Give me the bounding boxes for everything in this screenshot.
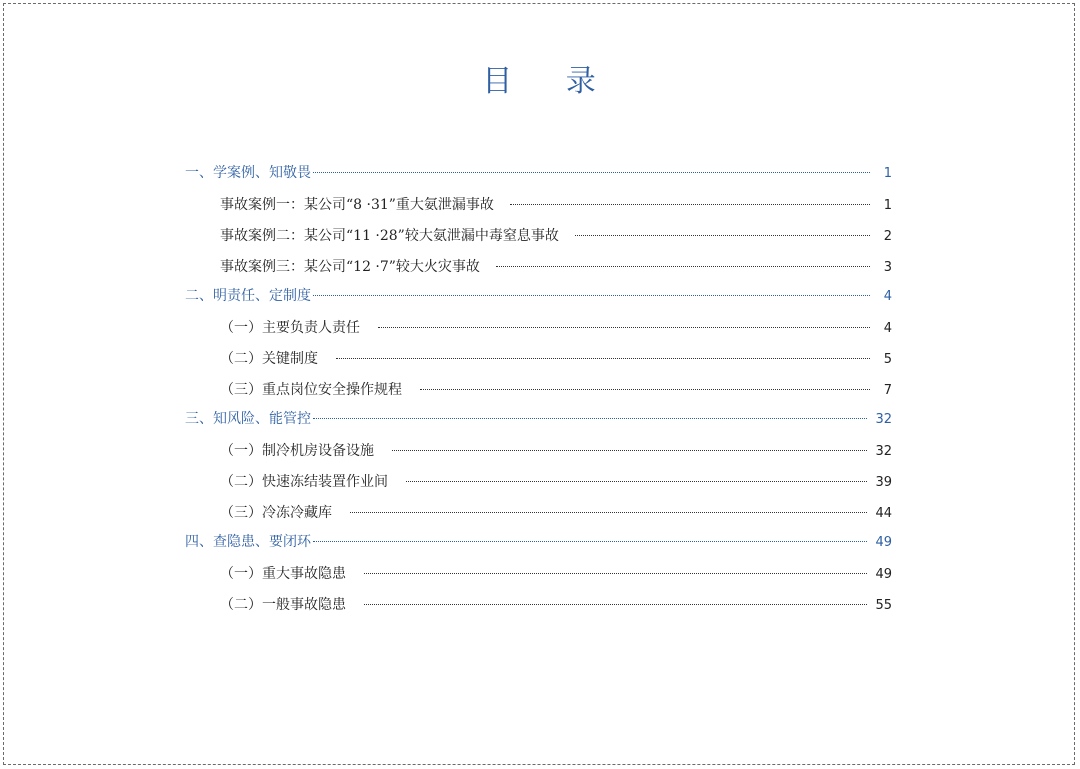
toc-entry-page: 5: [883, 352, 892, 367]
toc-entry-page: 4: [883, 289, 892, 304]
toc-entry-page: 55: [875, 598, 892, 613]
toc-entry-section-2[interactable]: [185, 285, 892, 307]
dot-leader: [496, 266, 870, 267]
toc-entry-subsection[interactable]: [220, 563, 892, 585]
toc-entry-label: 二、明责任、定制度: [185, 288, 311, 304]
toc-entry-subsection[interactable]: [220, 471, 892, 493]
toc-entry-page: 1: [883, 166, 892, 181]
toc-entry-label: （一）主要负责人责任: [220, 320, 360, 336]
dot-leader: [392, 450, 867, 451]
toc-entry-subsection[interactable]: [220, 440, 892, 462]
toc-entry-page: 44: [875, 506, 892, 521]
toc-entry-page: 49: [875, 567, 892, 582]
toc-entry-section-1[interactable]: [185, 162, 892, 184]
toc-entry-label: 四、查隐患、要闭环: [185, 534, 311, 550]
toc-entry-page: 2: [883, 229, 892, 244]
toc-entry-section-4[interactable]: [185, 531, 892, 553]
table-of-contents: [4, 4, 1074, 764]
toc-entry-page: 49: [875, 535, 892, 550]
dot-leader: [313, 418, 867, 419]
dot-leader: [313, 541, 867, 542]
dot-leader: [364, 604, 867, 605]
toc-entry-subsection[interactable]: [220, 317, 892, 339]
dot-leader: [350, 512, 867, 513]
dot-leader: [420, 389, 870, 390]
dot-leader: [378, 327, 870, 328]
toc-entry-label: 三、知风险、能管控: [185, 411, 311, 427]
toc-entry-subsection[interactable]: [220, 348, 892, 370]
toc-entry-label: （三）冷冻冷藏库: [220, 505, 332, 521]
toc-entry-subsection[interactable]: [220, 379, 892, 401]
toc-entry-label: （二）一般事故隐患: [220, 597, 346, 613]
toc-entry-case-1[interactable]: [220, 194, 892, 216]
dot-leader: [313, 172, 870, 173]
toc-entry-page: 39: [875, 475, 892, 490]
toc-entry-label: 事故案例三：某公司“12 ·7”较大火灾事故: [220, 259, 480, 275]
toc-entry-page: 1: [883, 198, 892, 213]
toc-entry-label: （三）重点岗位安全操作规程: [220, 382, 402, 398]
toc-entry-label: （二）快速冻结装置作业间: [220, 474, 388, 490]
toc-entry-case-2[interactable]: [220, 225, 892, 247]
toc-entry-label: 事故案例一：某公司“8 ·31”重大氨泄漏事故: [220, 197, 494, 213]
toc-entry-page: 3: [883, 260, 892, 275]
toc-entry-page: 32: [875, 444, 892, 459]
dot-leader: [336, 358, 870, 359]
toc-entry-page: 32: [875, 412, 892, 427]
toc-entry-label: （一）制冷机房设备设施: [220, 443, 374, 459]
dot-leader: [406, 481, 867, 482]
dot-leader: [364, 573, 867, 574]
toc-entry-label: （二）关键制度: [220, 351, 318, 367]
page-title: 目 录: [482, 64, 618, 99]
toc-entry-page: 7: [883, 383, 892, 398]
toc-entry-subsection[interactable]: [220, 594, 892, 616]
dot-leader: [510, 204, 870, 205]
toc-entry-section-3[interactable]: [185, 408, 892, 430]
toc-entry-case-3[interactable]: [220, 256, 892, 278]
toc-entry-subsection[interactable]: [220, 502, 892, 524]
toc-entry-label: 一、学案例、知敬畏: [185, 165, 311, 181]
dot-leader: [313, 295, 870, 296]
toc-entry-page: 4: [883, 321, 892, 336]
document-page: [3, 3, 1075, 765]
toc-entry-label: （一）重大事故隐患: [220, 566, 346, 582]
toc-entry-label: 事故案例二：某公司“11 ·28”较大氨泄漏中毒窒息事故: [220, 228, 559, 244]
dot-leader: [575, 235, 870, 236]
